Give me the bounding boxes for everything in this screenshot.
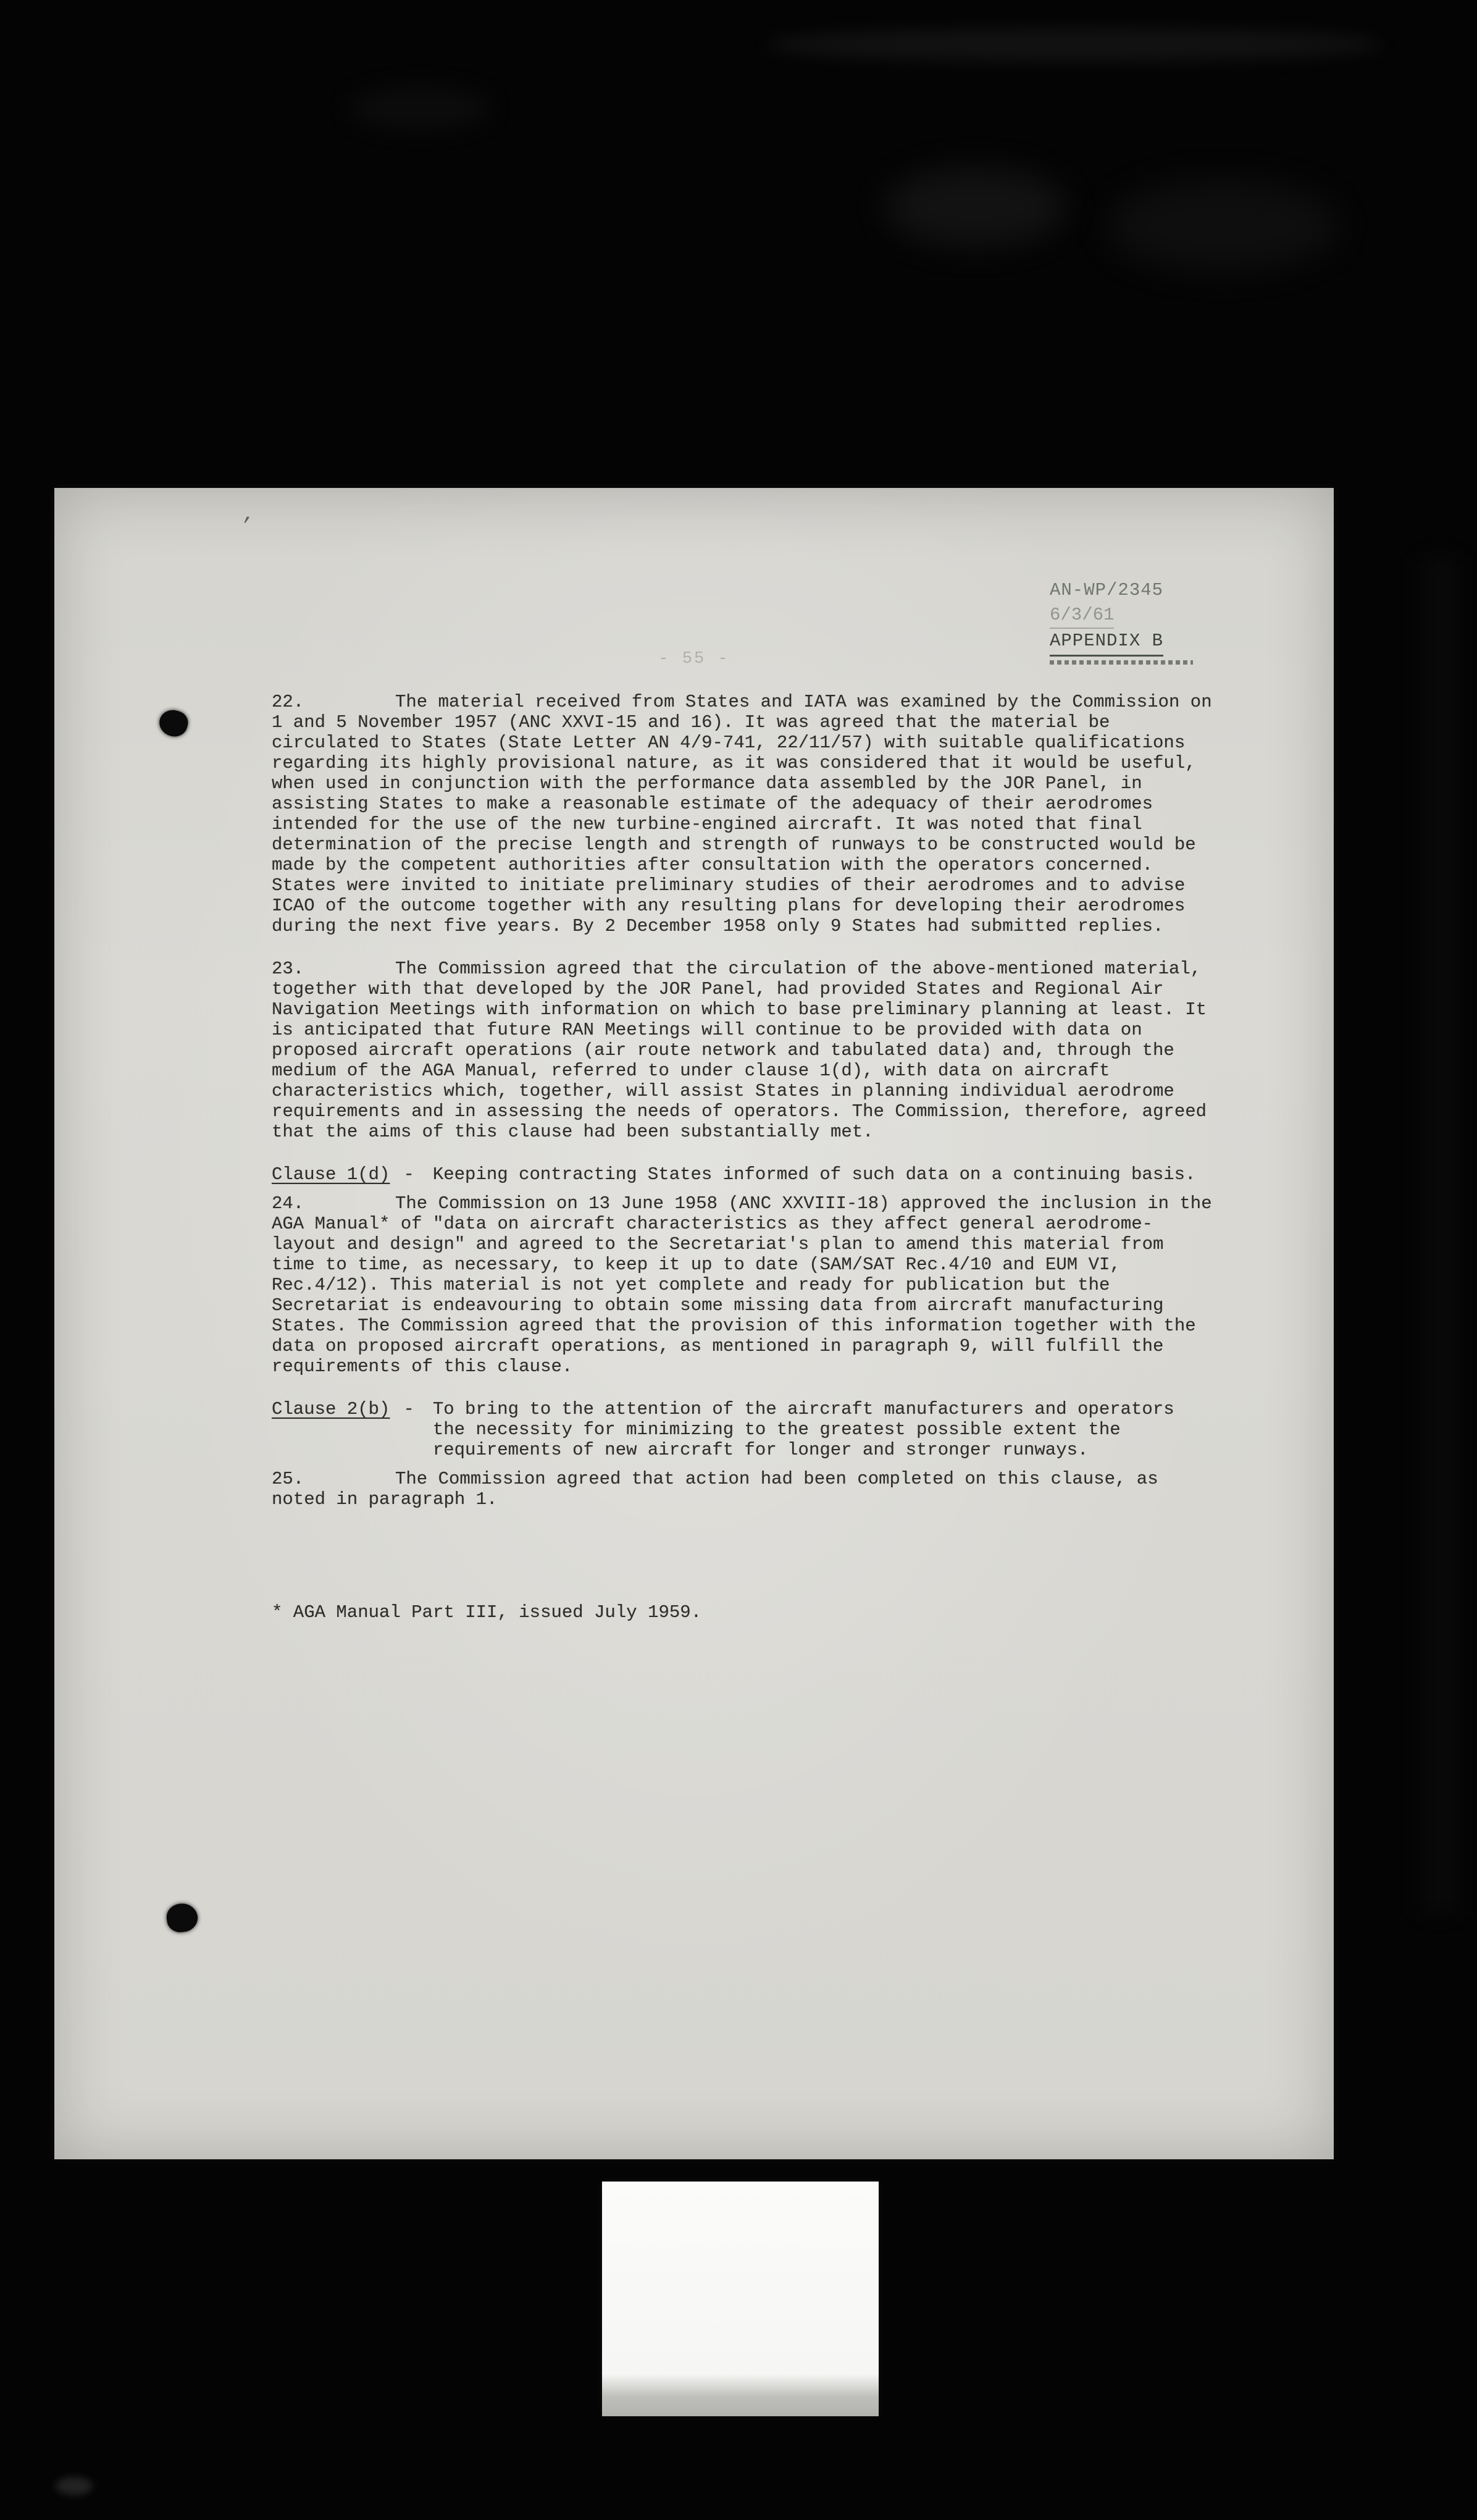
paragraph-text: The Commission agreed that the circulation of the above-mentioned material, together with that developed by the JOR Panel, had provided States and Regional Air Navigation Meetings with information on which to base preliminary planning at least. It is anticipated that future RAN Meetings will continue to be provided with data on proposed aircraft operations (air route network and tabulated data) and, through the medium of the AGA Manual, referred to under clause 1(d), with data on aircraft characteristics which, together, will assist States in planning individual aerodrome requirements and in assessing the needs of operators. The Commission, therefore, agreed that the aims of this clause had been substantially met.: [272, 959, 1207, 1142]
stray-ink-mark: ’: [238, 514, 254, 540]
film-noise: [766, 28, 1383, 62]
film-noise: [883, 167, 1068, 247]
document-date: 6/3/61: [1050, 603, 1114, 629]
paragraph-25: [272, 1469, 1216, 1510]
paragraph-text: The material received from States and IATA was examined by the Commission on 1 and 5 November 1957 (ANC XXVI-15 and 16). It was agreed that the material be circulated to States (State Letter AN 4/9-741, 22/11/57) with suitable qualifications regarding its highly provisional nature, as it was considered that it would be useful, when used in conjunction with the performance data assembled by the JOR Panel, in assisting States to make a reasonable estimate of the adequacy of their aerodromes intended for the use of the new turbine-engined aircraft. It was noted that final determination of the precise length and strength of runways to be constructed would be made by the competent authorities after consultation with the operators concerned. States were invited to initiate preliminary studies of their aerodromes and to advise ICAO of the outcome together with any resulting plans for developing their aerodromes during the next five years. By 2 December 1958 only 9 States had submitted replies.: [272, 692, 1212, 936]
paragraph-24: [272, 1193, 1216, 1377]
clause-1d: [272, 1164, 1216, 1185]
clause-label: Clause 2(b): [272, 1399, 390, 1419]
clause-text: To bring to the attention of the aircraft manufacturers and operators the necessity for minimizing to the greatest possible extent the requirements of new aircraft for longer and stronger runways.: [432, 1399, 1174, 1460]
document-date-row: [1050, 603, 1193, 629]
paragraph-number: 23.: [272, 959, 304, 979]
clause-text: Keeping contracting States informed of such data on a continuing basis.: [432, 1164, 1196, 1185]
paragraph-23: [272, 959, 1216, 1142]
paragraph-text: The Commission agreed that action had been completed on this clause, as noted in paragraph 1.: [272, 1469, 1158, 1510]
footnote: * AGA Manual Part III, issued July 1959.: [272, 1602, 702, 1623]
scanner-target-card: [602, 2182, 879, 2416]
clause-2b: [272, 1399, 1216, 1460]
film-noise: [56, 2477, 93, 2495]
clause-dash: -: [403, 1164, 414, 1185]
clause-label: Clause 1(d): [272, 1164, 390, 1185]
appendix-title: APPENDIX B: [1050, 629, 1163, 657]
film-noise: [1105, 179, 1340, 272]
film-noise: [1420, 556, 1457, 1915]
film-noise: [346, 86, 494, 130]
paragraph-number: 25.: [272, 1469, 304, 1489]
paragraph-22: [272, 692, 1216, 936]
paragraph-number: 22.: [272, 692, 304, 712]
clause-dash: -: [403, 1399, 414, 1419]
page-number: - 55 -: [658, 650, 730, 668]
hole-punch-mark-bottom: [165, 1902, 199, 1934]
document-page: [54, 488, 1334, 2159]
paragraph-number: 24.: [272, 1193, 304, 1214]
hole-punch-mark-top: [157, 707, 191, 739]
paragraph-text: The Commission on 13 June 1958 (ANC XXVIII-18) approved the inclusion in the AGA Manual* of "data on aircraft characteristics as they affect general aerodrome-layout and design" and agreed to the Secretariat's plan to amend this material from time to time, as necessary, to keep it up to date (SAM/SAT Rec.4/10 and EUM VI, Rec.4/12). This material is not yet complete and ready for publication but the Secretariat is endeavouring to obtain some missing data from aircraft manufacturing States. The Commission agreed that the provision of this information together with the data on proposed aircraft operations, as mentioned in paragraph 9, will fulfill the requirements of this clause.: [272, 1193, 1212, 1377]
document-body: [272, 692, 1216, 1623]
document-reference: AN-WP/2345: [1050, 580, 1164, 600]
